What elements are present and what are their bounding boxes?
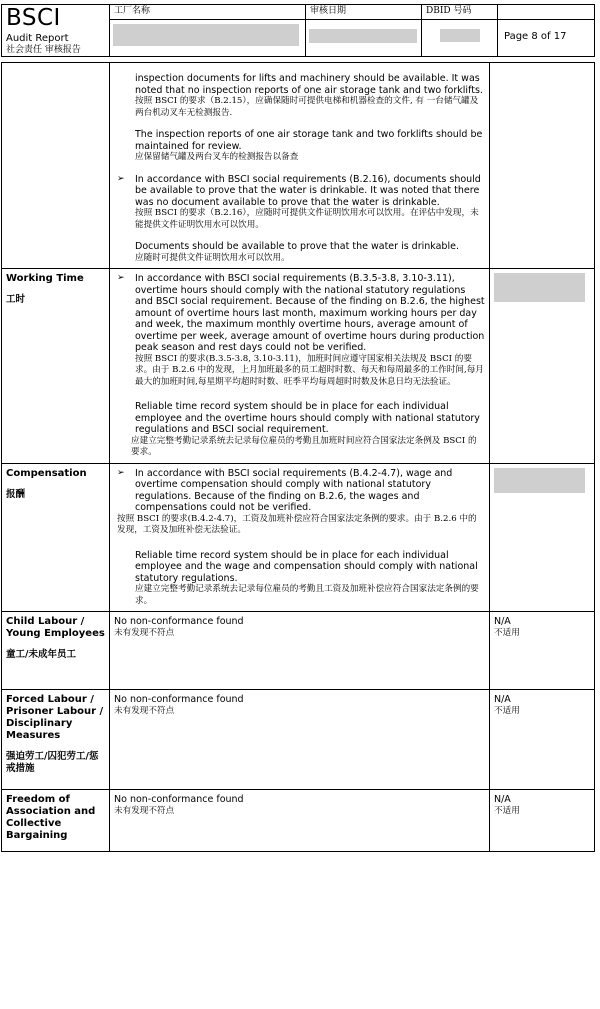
audit-date-value <box>306 19 422 56</box>
findings-table <box>1 62 595 852</box>
status-cell-freedom <box>490 790 595 852</box>
status-text: N/A <box>494 794 511 805</box>
list-item <box>115 174 485 232</box>
finding-text-cn: 按照 BSCI 的要求（B.2.15），应确保随时可提供电梯和机器检查的文件, 有 一台储气罐及两台机动叉车无检测报告. <box>135 96 479 118</box>
finding-text: No non-conformance found <box>114 616 244 627</box>
redacted-status <box>494 273 585 302</box>
finding-text-cn: 未有发现不符点 <box>114 705 175 716</box>
finding-text: In accordance with BSCI social requirements (B.3.5-3.8, 3.10-3.11), overtime hours should comply with the national statutory regulations and BSCI social requirement. Because of the finding on B.2.6, the highest amount of overtime hours last month, maximum working hours per day and week, the maximum monthly overtime hours, average amount of overtime per week, average amount of overtime hours during production peak season and rest days could not be verified. <box>135 273 485 353</box>
finding-cell-continued <box>110 63 490 269</box>
status-cell-child-labour <box>490 612 595 690</box>
dbid-value <box>422 19 498 56</box>
finding-text: In accordance with BSCI social requirements (B.4.2-4.7), wage and overtime compensation should comply with national statutory regulations. Because of the finding on B.2.6, the wages and compensations could not be verified. <box>135 467 453 513</box>
status-text-cn: 不适用 <box>494 627 520 638</box>
table-row <box>2 612 595 690</box>
category-title-cn: 工时 <box>6 294 26 305</box>
category-cell-continued <box>2 63 110 269</box>
category-title: Working Time <box>6 273 84 284</box>
table-row <box>2 790 595 852</box>
factory-name-label: 工厂名称 <box>110 5 306 20</box>
finding-text-cn: 按照 BSCI 的要求（B.2.16），应随时可提供文件证明饮用水可以饮用。在评估中发现，未能提供文件证明饮用水可以饮用。 <box>135 208 479 230</box>
report-subtitle <box>2 30 109 56</box>
bullet-arrow-icon: ➢ <box>117 467 125 478</box>
redacted-dbid <box>440 29 480 42</box>
redacted-audit-date <box>309 29 417 43</box>
category-title-cn: 童工/未成年员工 <box>6 649 76 660</box>
category-working-time <box>2 269 110 464</box>
finding-text-cn: 按照 BSCI 的要求(B.3.5-3.8, 3.10-3.11)，加班时间应遵守国家相关法规及 BSCI 的要求。由于 B.2.6 中的发现，上月加班最多的员工超时时数、每天和每周最多的工作时间,每月最大的加班时间,每星期平均超时时数、旺季平均每周超时时数及休息日均无法验证。 <box>135 353 484 387</box>
recommendation-text: Reliable time record system should be in place for each individual employee and the wage and compensation should comply with national statutory regulations. <box>135 549 478 584</box>
redacted-factory-name <box>113 24 299 46</box>
recommendation-text-cn: 应建立完整考勤记录系统去记录每位雇员的考勤且工资及加班补偿应符合国家法定条例的要求。 <box>135 584 479 606</box>
finding-text: In accordance with BSCI social requirements (B.2.16), documents should be available to prove that the water is drinkable. It was noted that there was no document available to prove that the water is drinkable. <box>135 173 481 208</box>
category-freedom-of-association <box>2 790 110 852</box>
bullet-arrow-icon: ➢ <box>117 173 125 184</box>
recommendation-text-cn: 应建立完整考勤记录系统去记录每位雇员的考勤且加班时间应符合国家法定条例及 BSCI 的要求。 <box>131 435 477 457</box>
page-number: Page 8 of 17 <box>498 19 595 56</box>
category-title-cn: 强迫劳工/囚犯劳工/惩戒措施 <box>6 751 99 774</box>
recommendation-text-cn: 应随时可提供文件证明饮用水可以饮用。 <box>135 252 290 263</box>
category-child-labour <box>2 612 110 690</box>
finding-cell-freedom <box>110 790 490 852</box>
finding-text-cn: 未有发现不符点 <box>114 627 175 638</box>
finding-cell-child-labour <box>110 612 490 690</box>
brand-logo: BSCI <box>6 5 61 31</box>
status-text-cn: 不适用 <box>494 705 520 716</box>
category-title-cn: 报酬 <box>6 488 26 500</box>
report-header <box>1 4 595 57</box>
table-row <box>2 63 595 269</box>
factory-name-value <box>110 19 306 56</box>
status-cell-continued <box>490 63 595 269</box>
bullet-arrow-icon: ➢ <box>117 273 125 283</box>
status-cell-working-time <box>490 269 595 464</box>
status-text: N/A <box>494 616 511 627</box>
recommendation-text: Reliable time record system should be in place for each individual employee and the overtime hours should comply with national statutory regulations and BSCI social requirement. <box>135 401 480 435</box>
status-text: N/A <box>494 694 511 705</box>
brand-cell <box>2 5 110 57</box>
status-cell-forced-labour <box>490 690 595 790</box>
finding-text: No non-conformance found <box>114 694 244 705</box>
category-title: Forced Labour / Prisoner Labour / Disciplinary Measures <box>6 694 104 741</box>
status-text-cn: 不适用 <box>494 805 520 816</box>
table-row <box>2 690 595 790</box>
finding-text-cn: 按照 BSCI 的要求(B.4.2-4.7)，工资及加班补偿应符合国家法定条例的要求。由于 B.2.6 中的发现，工资及加班补偿无法验证。 <box>117 513 477 535</box>
table-row <box>2 269 595 464</box>
redacted-status <box>494 468 585 493</box>
finding-text: No non-conformance found <box>114 794 244 805</box>
category-compensation <box>2 463 110 612</box>
list-item <box>115 273 485 388</box>
category-forced-labour <box>2 690 110 790</box>
dbid-label: DBID 号码 <box>422 5 498 20</box>
finding-cell-working-time <box>110 269 490 464</box>
category-title: Compensation <box>6 467 87 479</box>
finding-text-cn: 未有发现不符点 <box>114 805 175 816</box>
recommendation-text: Documents should be available to prove that the water is drinkable. <box>135 241 459 252</box>
finding-text: inspection documents for lifts and machinery should be available. It was noted that no inspection reports of one air storage tank and two forklifts. <box>135 73 483 96</box>
subtitle-en: Audit Report <box>6 33 69 44</box>
category-title: Child Labour / Young Employees <box>6 616 105 639</box>
list-item <box>115 468 485 537</box>
table-row <box>2 463 595 612</box>
recommendation-text-cn: 应保留储气罐及两台叉车的检测报告以备查 <box>135 152 299 162</box>
finding-cell-compensation <box>110 463 490 612</box>
recommendation-text: The inspection reports of one air storage tank and two forklifts should be maintained for review. <box>135 129 483 152</box>
category-title: Freedom of Association and Collective Bargaining <box>6 794 96 841</box>
status-cell-compensation <box>490 463 595 612</box>
subtitle-cn: 社会责任 审核报告 <box>6 45 81 55</box>
audit-date-label: 审核日期 <box>306 5 422 20</box>
finding-cell-forced-labour <box>110 690 490 790</box>
header-empty-label <box>498 5 595 20</box>
